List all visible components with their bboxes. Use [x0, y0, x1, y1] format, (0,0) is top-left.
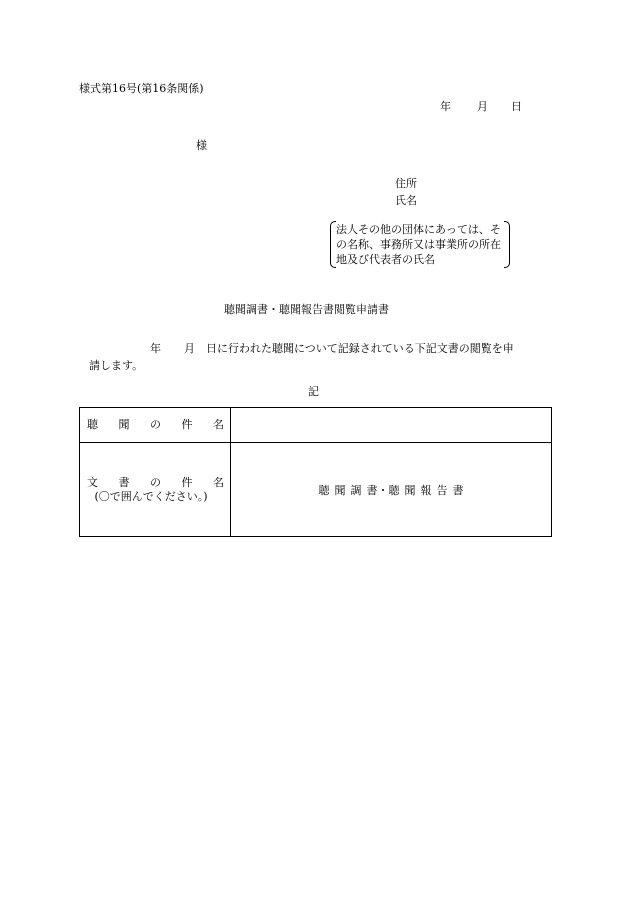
- label-char: 名: [213, 475, 224, 489]
- label-char: 書: [118, 475, 130, 489]
- hearing-subject-label-cell: [80, 408, 231, 443]
- value-char: 書: [452, 483, 464, 497]
- corporate-note: [330, 221, 510, 268]
- body-text-line1: 日に行われた聴聞について記録されている下記文書の閲覧を申: [206, 342, 514, 355]
- label-char: 聴: [87, 418, 98, 431]
- document-title: 聴聞調書・聴聞報告書閲覧申請書: [224, 303, 389, 316]
- table-row: [80, 408, 552, 443]
- table-row: [80, 443, 552, 537]
- date-month-label: 月: [477, 100, 488, 113]
- name-label: 氏名: [395, 194, 417, 207]
- corporate-note-line: の名称、事務所又は事業所の所在: [336, 238, 501, 251]
- document-subject-label: [80, 476, 230, 490]
- label-char: 件: [181, 475, 193, 489]
- value-char: 調: [350, 483, 362, 497]
- value-char: 聞: [334, 483, 346, 497]
- label-char: 名: [213, 418, 224, 431]
- address-label: 住所: [395, 177, 417, 190]
- body-text-line2: 請します。: [89, 359, 144, 372]
- body-year: 年: [150, 342, 161, 355]
- form-number: 様式第16号(第16条関係): [79, 82, 204, 95]
- ki-label: 記: [308, 385, 319, 398]
- document-table: [79, 407, 552, 537]
- corporate-note-line: 法人その他の団体にあっては、そ: [336, 223, 501, 236]
- date-year-label: 年: [440, 100, 451, 113]
- document-options: [231, 482, 551, 498]
- label-char: の: [150, 475, 161, 489]
- document-subject-label-cell: [80, 443, 231, 537]
- label-char: 文: [87, 475, 98, 489]
- hearing-subject-value-cell[interactable]: [231, 408, 552, 443]
- document-subject-value-cell[interactable]: [231, 443, 552, 537]
- corporate-note-line: 地及び代表者の氏名: [336, 253, 435, 266]
- body-month: 月: [184, 342, 195, 355]
- document-subject-instruction: (〇で囲んでください。): [94, 489, 208, 503]
- label-char: の: [150, 418, 161, 431]
- addressee-suffix: 様: [196, 139, 207, 152]
- value-char: 告: [436, 483, 448, 497]
- label-char: 件: [181, 418, 193, 431]
- value-char: 聴: [318, 483, 330, 497]
- value-char: 報: [420, 483, 432, 497]
- value-char: 聞: [404, 483, 416, 497]
- hearing-subject-label: [80, 418, 230, 432]
- date-day-label: 日: [511, 100, 522, 113]
- label-char: 聞: [118, 418, 130, 431]
- value-char: 書・聴: [366, 483, 400, 497]
- corporate-note-text: [336, 222, 501, 267]
- right-bracket: [504, 221, 510, 268]
